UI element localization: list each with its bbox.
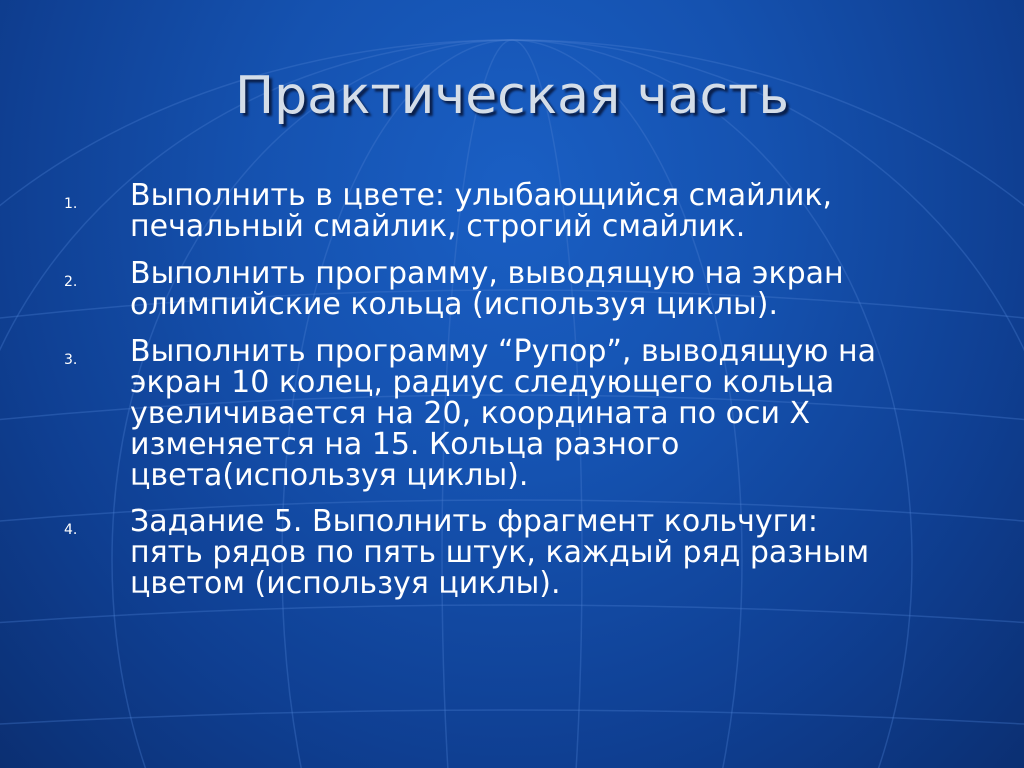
list-item-number: 2. [64, 274, 78, 290]
list-item-text: Выполнить программу “Рупор”, выводящую на экран 10 колец, радиус следующего кольца увеличивается на 20, координата по оси X изменяется на 15. Кольца разного цвета(используя циклы). [130, 334, 876, 493]
list-item-number: 1. [64, 196, 78, 212]
list-item-number: 3. [64, 352, 78, 368]
list-item-text: Выполнить в цвете: улыбающийся смайлик, печальный смайлик, строгий смайлик. [130, 178, 832, 244]
list-item-text: Задание 5. Выполнить фрагмент кольчуги: пять рядов по пять штук, каждый ряд разным цветом (используя циклы). [130, 504, 870, 601]
list-item-text: Выполнить программу, выводящую на экран олимпийские кольца (используя циклы). [130, 256, 844, 322]
list-item-number: 4. [64, 522, 78, 538]
slide-title: Практическая часть [235, 66, 789, 126]
